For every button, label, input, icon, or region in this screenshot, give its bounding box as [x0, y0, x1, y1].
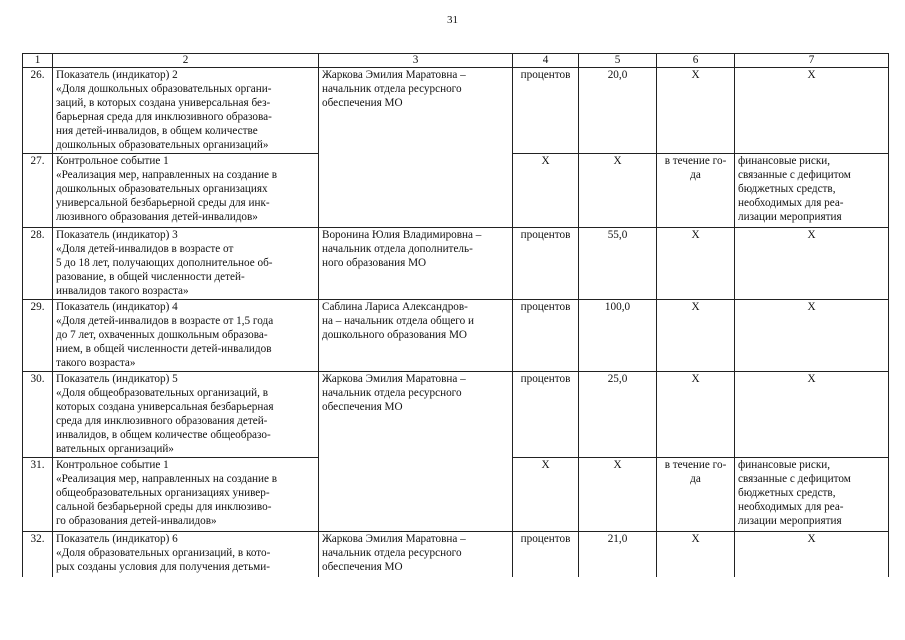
- header-cell-2: 2: [53, 54, 319, 68]
- row-term: Х: [657, 372, 735, 458]
- header-cell-1: 1: [23, 54, 53, 68]
- row-unit: процентов: [513, 68, 579, 154]
- table-row: [23, 372, 889, 458]
- row-responsible: Воронина Юлия Владимировна – начальник отдела дополнитель- ного образования МО: [319, 228, 513, 300]
- row-description: Показатель (индикатор) 2 «Доля дошкольных образовательных органи- заций, в которых создана универсальная без- барьерная среда для инклюзивного образова- ния детей-инвалидов, в общем количестве дошкольных образовательных организаций»: [53, 68, 319, 154]
- row-number: 32.: [23, 532, 53, 577]
- row-term: Х: [657, 300, 735, 372]
- row-description: Показатель (индикатор) 3 «Доля детей-инвалидов в возрасте от 5 до 18 лет, получающих дополнительное об- разование, в общей численности детей- инвалидов такого возраста»: [53, 228, 319, 300]
- row-number: 29.: [23, 300, 53, 372]
- table-row: [23, 228, 889, 300]
- row-risk: Х: [735, 68, 889, 154]
- row-number: 31.: [23, 458, 53, 532]
- row-unit: Х: [513, 458, 579, 532]
- row-risk: Х: [735, 300, 889, 372]
- indicators-table: [22, 53, 889, 577]
- row-risk: Х: [735, 532, 889, 577]
- row-unit: процентов: [513, 532, 579, 577]
- row-responsible: Жаркова Эмилия Маратовна – начальник отдела ресурсного обеспечения МО: [319, 68, 513, 228]
- row-term: Х: [657, 68, 735, 154]
- row-description: Показатель (индикатор) 6 «Доля образовательных организаций, в кото- рых созданы условия для получения детьми-: [53, 532, 319, 577]
- table-row: [23, 300, 889, 372]
- row-term: Х: [657, 532, 735, 577]
- row-unit: Х: [513, 154, 579, 228]
- table-row: [23, 68, 889, 154]
- row-term: Х: [657, 228, 735, 300]
- row-value: 21,0: [579, 532, 657, 577]
- header-cell-3: 3: [319, 54, 513, 68]
- table-row: [23, 532, 889, 577]
- row-description: Показатель (индикатор) 5 «Доля общеобразовательных организаций, в которых создана универсальная безбарьерная среда для инклюзивного образования детей- инвалидов, в общем количестве общеобразо- вательных организаций»: [53, 372, 319, 458]
- header-cell-7: 7: [735, 54, 889, 68]
- row-unit: процентов: [513, 300, 579, 372]
- row-term: в течение го- да: [657, 154, 735, 228]
- row-description: Контрольное событие 1 «Реализация мер, направленных на создание в дошкольных образовательных организациях универсальной безбарьерной среды для инк- люзивного образования детей-инвалидов»: [53, 154, 319, 228]
- row-value: 25,0: [579, 372, 657, 458]
- row-number: 30.: [23, 372, 53, 458]
- row-value: Х: [579, 458, 657, 532]
- row-risk: финансовые риски, связанные с дефицитом бюджетных средств, необходимых для реа- лизации мероприятия: [735, 458, 889, 532]
- row-term: в течение го- да: [657, 458, 735, 532]
- row-value: 55,0: [579, 228, 657, 300]
- row-risk: Х: [735, 372, 889, 458]
- row-responsible: Саблина Лариса Александров- на – начальник отдела общего и дошкольного образования МО: [319, 300, 513, 372]
- row-responsible: Жаркова Эмилия Маратовна – начальник отдела ресурсного обеспечения МО: [319, 372, 513, 532]
- row-number: 26.: [23, 68, 53, 154]
- row-responsible: Жаркова Эмилия Маратовна – начальник отдела ресурсного обеспечения МО: [319, 532, 513, 577]
- row-description: Контрольное событие 1 «Реализация мер, направленных на создание в общеобразовательных организациях универ- сальной безбарьерной среды для инклюзиво- го образования детей-инвалидов»: [53, 458, 319, 532]
- header-cell-6: 6: [657, 54, 735, 68]
- row-number: 27.: [23, 154, 53, 228]
- row-risk: Х: [735, 228, 889, 300]
- row-number: 28.: [23, 228, 53, 300]
- row-value: 100,0: [579, 300, 657, 372]
- row-description: Показатель (индикатор) 4 «Доля детей-инвалидов в возрасте от 1,5 года до 7 лет, охваченных дошкольным образова- нием, в общей численности детей-инвалидов такого возраста»: [53, 300, 319, 372]
- row-unit: процентов: [513, 372, 579, 458]
- header-cell-4: 4: [513, 54, 579, 68]
- row-value: 20,0: [579, 68, 657, 154]
- row-risk: финансовые риски, связанные с дефицитом бюджетных средств, необходимых для реа- лизации мероприятия: [735, 154, 889, 228]
- row-unit: процентов: [513, 228, 579, 300]
- header-cell-5: 5: [579, 54, 657, 68]
- page-number: 31: [447, 14, 458, 26]
- row-value: Х: [579, 154, 657, 228]
- header-row: [23, 54, 889, 68]
